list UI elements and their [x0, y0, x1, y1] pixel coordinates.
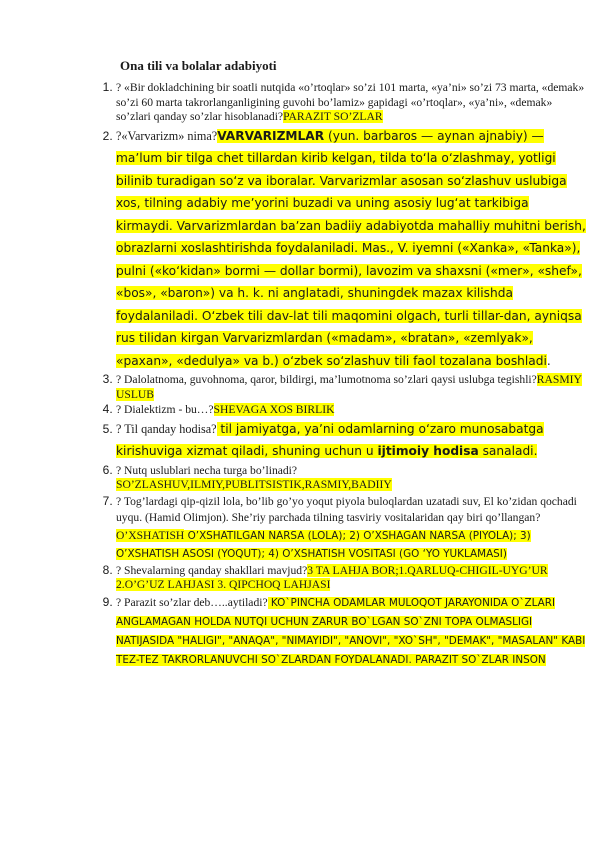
- answer-text: (yun. barbaros — aynan ajnabiy) — maʼlum bir tilga chet tillardan kirib kelgan, tilda toʻla oʻzlashmay, yotligi bilinib turadigan soʻz va iboralar. Varvarizmlar asosan soʻzlashuv uslubiga xos, tilning adabiy meʼyorini buzadi va uning asosiy lugʻat tarkibiga kirmaydi. Varvarizmlardan baʼzan badiiy adabiyotda mahalliy muhitni berish, obrazlarni xoslashtirishda foydalaniladi. Mas., V. iyemni («Xanka», «Tanka»), pulni («koʻkidan» bormi — dollar bormi), lavozim va shaxsni («mer», «shef», «bos», «baron») va h. k. ni anglatadi, shuningdek mazax kilishda foydalaniladi. Oʻzbek tili dav-lat tili maqomini olgach, turli tillar-dan, ayniqsa rus tilidan kirgan Varvarizmlardan («madam», «bratan», «zemlyak», «paxan», «dedulya» va b.) oʻzbek soʻzlashuv tili faol tozalana boshladi: [116, 128, 586, 368]
- list-item: [116, 563, 586, 593]
- document-title: Ona tili va bolalar adabiyoti: [120, 58, 277, 73]
- question-text: ? Dialektizm - bu…?: [116, 403, 214, 416]
- list-item: [116, 80, 586, 125]
- list-item: [116, 372, 586, 402]
- answer-text: O’XSHATISH: [116, 528, 185, 542]
- list-item: [116, 593, 586, 669]
- list-item: [116, 463, 586, 493]
- answer-text: 3 TA LAHJA BOR;1.QARLUQ-CHIGIL-UYG’UR 2.O’G’UZ LAHJASI 3. QIPCHOQ LAHJASI: [116, 563, 548, 591]
- question-text: ?«Varvarizm» nima?: [116, 128, 218, 143]
- question-text: ? Shevalarning qanday shakllari mavjud?: [116, 563, 308, 577]
- question-text: ? Til qanday hodisa?: [116, 421, 217, 436]
- question-text: ? Nutq uslublari necha turga bo’linadi?: [116, 463, 298, 477]
- answer-text: RASMIY USLUB: [116, 373, 582, 401]
- question-text: ? Dalolatnoma, guvohnoma, qaror, bildirgi, ma’lumotnoma so’zlari qaysi uslubga tegishli?: [116, 373, 537, 386]
- answer-tail: .: [546, 353, 551, 368]
- list-item: [116, 125, 586, 373]
- list-item: [116, 402, 586, 418]
- answer-text: SO’ZLASHUV,ILMIY,PUBLITSISTIK,RASMIY,BADIIY: [116, 478, 392, 491]
- answer-bold: VARVARIZMLAR: [217, 128, 325, 143]
- answer-tail: . PARAZIT SO`ZLAR INSON: [408, 653, 546, 666]
- question-text: ? Tog’lardagi qip-qizil lola, bo’lib go’yo yoqut piyola buloqlardan uzatadi suv, El ko’zidan qochadi uyqu. (Hamid Olimjon). She’riy parchada tilning tasviriy vositalaridan qay biri qo’llangan?: [116, 494, 577, 524]
- answer-text: PARAZIT SO’ZLAR: [283, 110, 383, 123]
- question-text: ? «Bir dokladchining bir soatli nutqida «o’rtoqlar» so’zi 101 marta, «ya’ni» so’zi 73 marta, «demak» so’zi 60 marta takrorlanganligining guvohi bo’lamiz» gapidagi «o’rtoqlar», «ya’ni», «demak» so’zlari qanday so’zlar hisoblanadi?: [116, 81, 585, 123]
- answer-text: SHEVAGA XOS BIRLIK: [213, 403, 335, 416]
- answer-tail: sanaladi.: [478, 444, 538, 458]
- list-item: [116, 493, 586, 563]
- question-text: ? Parazit so’zlar deb…..aytiladi?: [116, 595, 268, 609]
- list-item: [116, 418, 586, 463]
- answer-detail: KO`PINCHA ODAMLAR MULOQOT JARAYONIDA O`ZLARI ANGLAMAGAN HOLDA NUTQI UCHUN ZARUR BO`LGAN SO`ZNI TOPA OLMASLIGI NATIJASIDA "HALIGI", "ANAQA", "NIMAYIDI", "ANOVI", "XO`SH", "DEMAK", "MASALAN" KABI TEZ-TEZ TAKRORLANUVCHI SO`ZLARDAN FOYDALANADI: [116, 596, 586, 666]
- question-list: [82, 80, 586, 669]
- answer-bold: ijtimoiy hodisa: [377, 444, 479, 458]
- answer-detail: O’XSHATILGAN NARSA (LOLA); 2) O’XSHAGAN NARSA (PIYOLA); 3) O’XSHATISH ASOSI (YOQUT); 4) O’XSHATISH VOSITASI (GO ‘YO YUKLAMASI): [116, 529, 531, 560]
- answer-text: til jamiyatga, yaʼni odamlarning oʻzaro munosabatga kirishuviga xizmat qiladi, shuning uchun u: [116, 421, 544, 458]
